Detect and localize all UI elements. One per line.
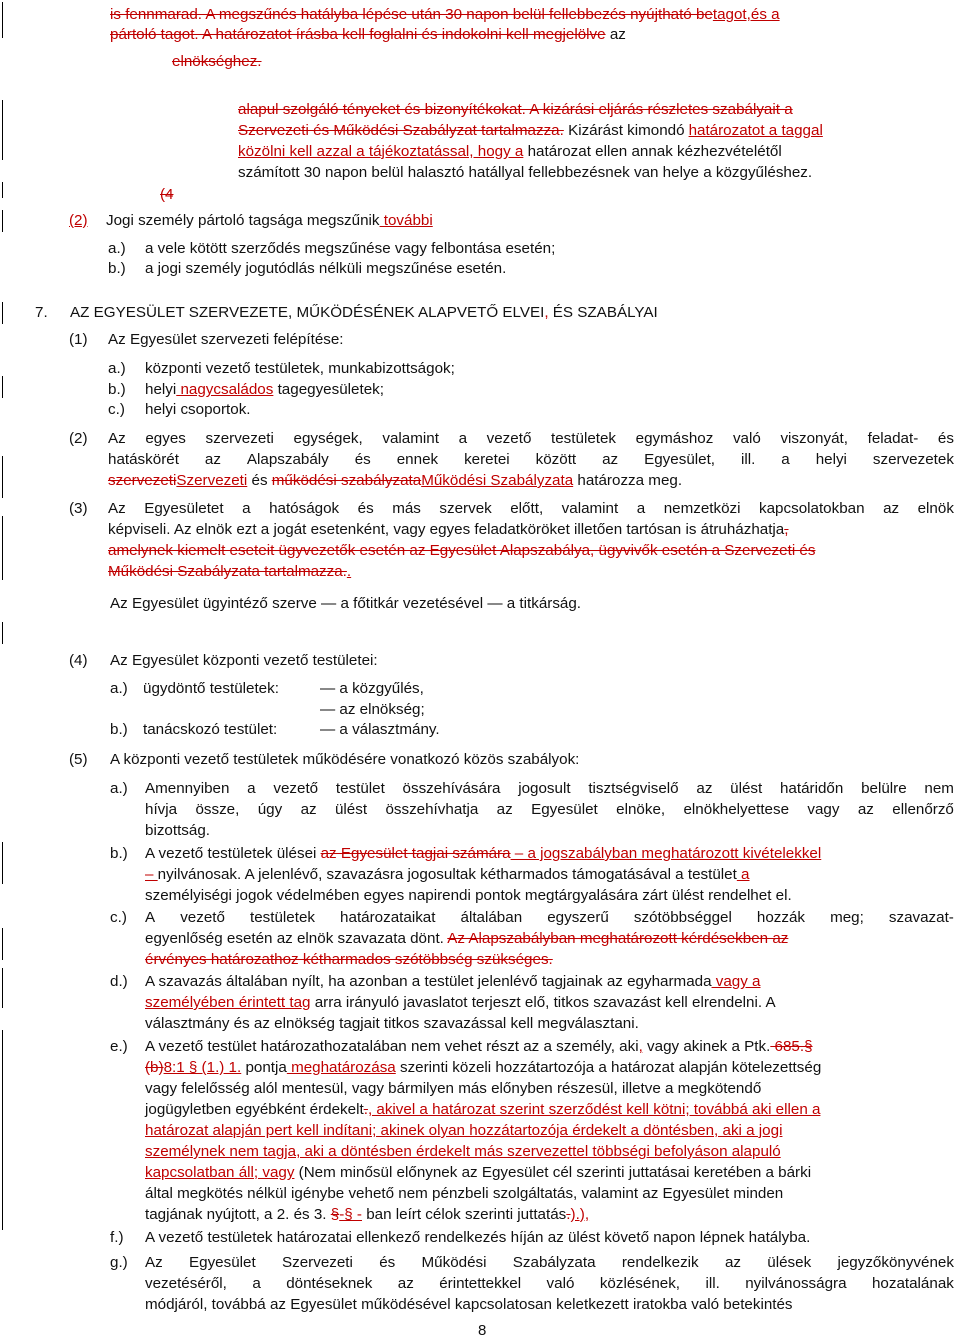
list-item: központi vezető testületek, munkabizottságok; xyxy=(145,360,455,377)
list-label: b.) xyxy=(108,381,126,398)
text-line: Az egyes szervezeti egységek, valamint a vezető testületek egymáshoz való viszonyát, feladat- és xyxy=(108,430,954,447)
text-line: választmány és az elnökség tagjait titkos szavazással kell megválasztani. xyxy=(145,1015,639,1032)
text-line: számított 30 napon belül halasztó hatállyal fellebbezésnek van helye a közgyűléshez. xyxy=(238,164,813,181)
text-line: szervezetiSzervezeti és működési szabályzataMűködési Szabályzata határozza meg. xyxy=(108,472,683,489)
text-line: Az Egyesület szervezeti felépítése: xyxy=(108,331,344,348)
item-number: (3) xyxy=(69,500,88,517)
text-line: A központi vezető testületek működésére vonatkozó közös szabályok: xyxy=(110,751,580,768)
list-item: a jogi személy jogutódlás nélküli megszűnése esetén. xyxy=(145,260,507,277)
text-line: kapcsolatban áll; vagy (Nem minősül előnynek az Egyesület cél szerinti juttatásai keretében a bárki xyxy=(145,1164,812,1181)
list-label: g.) xyxy=(110,1254,128,1271)
text-line: érvényes határozathoz kétharmados szótöbbség szükséges. xyxy=(145,951,553,968)
text-line: Amennyiben a vezető testület összehívására jogosult tisztségviselő az ülést határidőn belülre nem xyxy=(145,780,954,797)
text-line: – nyilvánosak. A jelenlévő, szavazásra jogosultak kétharmados támogatásával a testület a xyxy=(145,866,750,883)
list-item: helyi nagycsaládos tagegyesületek; xyxy=(145,381,384,398)
change-bar xyxy=(2,302,3,324)
list-label: c.) xyxy=(110,909,127,926)
text-line: is fennmarad. A megszűnés hatályba lépése után 30 napon belül fellebbezés nyújtható betagot,és a xyxy=(110,6,780,23)
text-line: közölni kell azzal a tájékoztatással, hogy a határozat ellen annak kézhezvételétől xyxy=(238,143,782,160)
text-line: bizottság. xyxy=(145,822,211,839)
list-item: helyi csoportok. xyxy=(145,401,251,418)
text-line: személyiségi jogok védelmében egyes napirendi pontok megtárgyalására zárt ülést rendelhet el. xyxy=(145,887,792,904)
text-line: tagjának nyújtott, a 2. és 3. §-§ - ban leírt célok szerinti juttatás.).), xyxy=(145,1206,590,1223)
text-line: pártoló tagot. A határozatot írásba kell foglalni és indokolni kell megjelölve az xyxy=(110,26,626,43)
item-number: (4) xyxy=(69,652,88,669)
text-line: (b)8:1 § (1.) 1. pontja meghatározása szerinti közeli hozzátartozója a határozat alapján kötelezettség xyxy=(145,1059,822,1076)
text-line: jogügyletben egyébként érdekelt., akivel a határozat szerint szerződést kell kötni; továbbá aki ellen a xyxy=(145,1101,821,1118)
list-item: — az elnökség; xyxy=(320,701,425,718)
list-item: — a közgyűlés, xyxy=(320,680,424,697)
text-line: képviseli. Az elnök ezt a jogát esetenként, vagy egyes feladatköröket illetően tartósan is átruházhatja, xyxy=(108,521,789,538)
text-line: (4 xyxy=(160,186,174,203)
text-line: A vezető testületek határozatai ellenkező rendelkezés híján az ülést követő napon lépnek hatályba. xyxy=(145,1229,811,1246)
list-item: ügydöntő testületek: xyxy=(143,680,279,697)
list-label: b.) xyxy=(110,721,128,738)
text-line: Az Egyesület Szervezeti és Működési Szabályzata rendelkezik az ülések jegyzőkönyvének xyxy=(145,1254,954,1271)
change-bar xyxy=(2,2,3,38)
text-line: módjáról, továbbá az Egyesület működésével kapcsolatosan keletkezett iratokba való betekintés xyxy=(145,1296,793,1313)
list-label: f.) xyxy=(110,1229,124,1246)
item-number: (2) xyxy=(69,212,88,229)
page-number: 8 xyxy=(478,1322,487,1339)
list-label: a.) xyxy=(108,240,126,257)
item-number: (2) xyxy=(69,430,88,447)
text-line: személynek nem tagja, aki a döntésben érdekelt más szervezettel többségi befolyáson alapuló xyxy=(145,1143,781,1160)
text-line: amelynek kiemelt eseteit ügyvezetők esetén az Egyesület Alapszabálya, ügyvivők esetén a Szervezeti és xyxy=(108,542,816,559)
text-line: alapul szolgáló tényeket és bizonyítékokat. A kizárási eljárás részletes szabályait a xyxy=(238,101,793,118)
change-bar xyxy=(2,516,3,580)
change-bar xyxy=(2,842,3,884)
item-number: (5) xyxy=(69,751,88,768)
list-label: b.) xyxy=(110,845,128,862)
text-line: Az Egyesület ügyintéző szerve — a főtitkár vezetésével — a titkárság. xyxy=(110,595,582,612)
text-line: A vezető testületek határozataikat általában egyszerű szótöbbséggel hozzák meg; szavazat- xyxy=(145,909,954,926)
text-line: vagy felelősség alól mentesül, vagy bármilyen más előnyben részesül, illetve a megkötendő xyxy=(145,1080,762,1097)
text-line: személyében érintett tag arra irányuló javaslatot terjeszt elő, titkos szavazást kell elrendelni. A xyxy=(145,994,776,1011)
change-bar xyxy=(2,210,3,232)
list-item: tanácskozó testület: xyxy=(143,721,278,738)
text-line: Az Egyesület központi vezető testületei: xyxy=(110,652,378,669)
list-item: — a választmány. xyxy=(320,721,440,738)
list-item: a vele kötött szerződés megszűnése vagy felbontása esetén; xyxy=(145,240,556,257)
section-number: 7. xyxy=(35,304,48,321)
list-label: a.) xyxy=(110,680,128,697)
change-bar xyxy=(2,182,3,198)
change-bar xyxy=(2,100,3,160)
list-label: a.) xyxy=(110,780,128,797)
list-label: c.) xyxy=(108,401,125,418)
text-line: által megkötés nélkül igénybe vehető nem pénzbeli szolgáltatás, valamint az Egyesület minden xyxy=(145,1185,784,1202)
text-line: határozat alapján pert kell indítani; akinek olyan hozzátartozója érdekelt a döntésben, aki a jogi xyxy=(145,1122,783,1139)
text-line: Működési Szabályzata tartalmazza.. xyxy=(108,563,352,580)
change-bar xyxy=(2,376,3,398)
list-label: b.) xyxy=(108,260,126,277)
text-line: A szavazás általában nyílt, ha azonban a testület jelenlévő tagjainak az egyharmada vagy a xyxy=(145,973,761,990)
section-title: AZ EGYESÜLET SZERVEZETE, MŰKÖDÉSÉNEK ALAPVETŐ ELVEI, ÉS SZABÁLYAI xyxy=(70,304,658,321)
change-bar xyxy=(2,622,3,644)
list-label: d.) xyxy=(110,973,128,990)
change-bar xyxy=(2,928,3,960)
text-line: vezetéséről, a döntéseknek az érintettekkel való közlésének, ill. nyilvánosságra hozatalának xyxy=(145,1275,954,1292)
list-label: e.) xyxy=(110,1038,128,1055)
text-line: hívja össze, úgy az ülést összehívhatja az Egyesület elnöke, elnökhelyettese vagy az ellenőrző xyxy=(145,801,954,818)
text-line: egyenlőség esetén az elnök szavazata dönt. Az Alapszabályban meghatározott kérdésekben az xyxy=(145,930,789,947)
change-bar xyxy=(2,456,3,498)
text-line: Jogi személy pártoló tagsága megszűnik további xyxy=(106,212,433,229)
item-number: (1) xyxy=(69,331,88,348)
text-line: Szervezeti és Működési Szabályzat tartalmazza. Kizárást kimondó határozatot a taggal xyxy=(238,122,823,139)
text-line: hatáskörét az Alapszabály és ennek keretei között az Egyesület, ill. a helyi szervezetek xyxy=(108,451,954,468)
text-line: A vezető testületek ülései az Egyesület tagjai számára – a jogszabályban meghatározott kivételekkel xyxy=(145,845,822,862)
text-line: Az Egyesületet a hatóságok és más szervek előtt, valamint a nemzetközi kapcsolatokban az elnök xyxy=(108,500,954,517)
list-label: a.) xyxy=(108,360,126,377)
text-line: elnökséghez. xyxy=(172,53,262,70)
change-bar xyxy=(2,1030,3,1230)
change-bar xyxy=(2,968,3,1008)
text-line: A vezető testület határozathozatalában nem vehet részt az a személy, aki, vagy akinek a Ptk. 685.§ xyxy=(145,1038,813,1055)
